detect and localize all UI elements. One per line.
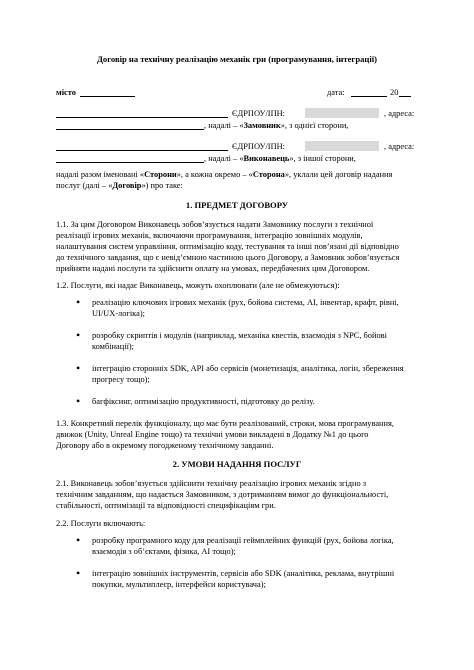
clause-1-1-line: 1.1. За цим Договором Виконавець зобов’язується надати Замовнику послуги з технічної: [56, 220, 374, 229]
bullet-dot: •: [76, 328, 81, 342]
clause-1-1-line: до технічного завдання, що є невід’ємною частиною цього Договору, а Замовник зобов’язується: [56, 253, 400, 262]
bullet-line: розробку скриптів і модулів (наприклад, механіка квестів, взаємодія з NPC, бойові: [92, 331, 387, 340]
customer-tail-post: », з однієї сторони,: [280, 121, 349, 130]
section-1-heading: 1. ПРЕДМЕТ ДОГОВОРУ: [185, 200, 289, 210]
bullet-dot: •: [76, 533, 81, 547]
clause-1-3-line: движок (Unity, Unreal Engine тощо) та технічні умови викладені в Додатку №1 до цього: [56, 430, 369, 439]
bullet-line: багфіксинг, оптимізацію продуктивності, підготовку до релізу.: [92, 397, 315, 406]
intro-text-a: надалі разом іменовані «: [56, 170, 145, 179]
contractor-address-label: , адреса:: [384, 142, 415, 151]
bullet-dot: •: [76, 566, 81, 580]
intro-line-1: [56, 169, 392, 180]
party-word: Сторона: [252, 170, 285, 179]
bullet-line: розробку програмного коду для реалізації геймплейних функцій (рух, бойова логіка,: [92, 536, 394, 545]
contractor-address-field[interactable]: [56, 153, 204, 166]
contractor-tail-post: », з іншої сторони,: [289, 154, 356, 163]
intro-text-b: », а кожна окремо – «: [176, 170, 253, 179]
clause-2-2: 2.2. Послуги включають:: [56, 519, 146, 528]
contractor-edrpou-label: ЄДРПОУ/ІПН:: [232, 142, 285, 151]
date-label: дата:: [327, 88, 345, 97]
bullet-line: покупки, мультиплеєр, інтерфейси користувача);: [92, 580, 266, 589]
bullet-line: взаємодія з об’єктами, фізика, АІ тощо);: [92, 547, 236, 556]
customer-role: Замовник: [243, 121, 281, 130]
customer-edrpou-field[interactable]: [305, 108, 379, 119]
parties-word: Сторони: [144, 170, 177, 179]
clause-1-3-line: Договору або в окремому погодженому технічному завданні.: [56, 441, 274, 450]
contractor-edrpou-field[interactable]: [305, 141, 379, 152]
customer-edrpou-label: ЄДРПОУ/ІПН:: [232, 109, 285, 118]
contractor-address-label-text: адреса:: [388, 142, 415, 151]
year-label: 20: [390, 88, 399, 97]
bullet-line: прогресу тощо);: [92, 375, 150, 384]
clause-1-3-line: 1.3. Конкретний перелік функціоналу, що має бути реалізований, строки, мова програмування,: [56, 419, 394, 428]
contractor-tail-pre: , надалі – «: [204, 154, 244, 163]
clause-1-2: 1.2. Послуги, які надає Виконавець, можуть охоплювати (але не обмежуються):: [56, 281, 340, 290]
customer-address-label-text: адреса:: [388, 109, 415, 118]
document-title: Договір на технічну реалізацію механік гри (програмування, інтеграції): [96, 54, 377, 64]
clause-1-1-line: налаштування систем управління, оптимізацію коду, тестування та інші пов’язані дії відповідно: [56, 242, 399, 251]
bullet-dot: •: [76, 295, 81, 309]
customer-role-line: [204, 120, 348, 131]
bullet-line: інтеграцію сторонніх SDK, API або сервісів (монетизація, аналітика, логін, збереження: [92, 364, 404, 373]
intro-text-d: послуг (далі – «: [56, 181, 113, 190]
clause-2-1-line: технічним завданням, що надається Замовником, з дотриманням вимог до функціональності,: [56, 490, 389, 499]
bullet-line: реалізацію ключових ігрових механік (рух, бойова система, АІ, інвентар, крафт, рівні,: [92, 298, 399, 307]
contract-word: Договір: [112, 181, 142, 190]
city-field[interactable]: [80, 87, 135, 100]
clause-1-1-line: прийняти надані послуги та здійснити оплату на умовах, передбачених цим Договором.: [56, 264, 370, 273]
intro-text-e: ») про таке:: [141, 181, 183, 190]
customer-tail-pre: , надалі – «: [204, 121, 244, 130]
customer-address-field[interactable]: [56, 120, 204, 133]
year-field[interactable]: [399, 87, 411, 100]
customer-address-label: , адреса:: [384, 109, 415, 118]
section-2-heading: 2. УМОВИ НАДАННЯ ПОСЛУГ: [172, 459, 302, 469]
date-field[interactable]: [351, 87, 387, 100]
contractor-role-line: [204, 153, 356, 164]
bullet-line: UI/UX-логіка);: [92, 309, 145, 318]
city-label: місто: [56, 88, 76, 97]
intro-line-2: [56, 180, 183, 191]
bullet-dot: •: [76, 394, 81, 408]
clause-1-1-line: реалізації ігрових механік, включаючи програмування, інтеграцію зовнішніх модулів,: [56, 231, 363, 240]
bullet-dot: •: [76, 361, 81, 375]
clause-2-1-line: стабільності, оптимізації та відповідності специфікаціям гри.: [56, 501, 276, 510]
bullet-line: комбінації);: [92, 342, 135, 351]
contractor-role: Виконавець: [243, 154, 290, 163]
intro-text-c: », уклали цей договір надання: [284, 170, 393, 179]
bullet-line: інтеграцію зовнішніх інструментів, сервісів або SDK (аналітика, реклама, внутрішні: [92, 569, 395, 578]
clause-2-1-line: 2.1. Виконавець зобов’язується здійснити технічну реалізацію ігрових механік згідно з: [56, 479, 367, 488]
